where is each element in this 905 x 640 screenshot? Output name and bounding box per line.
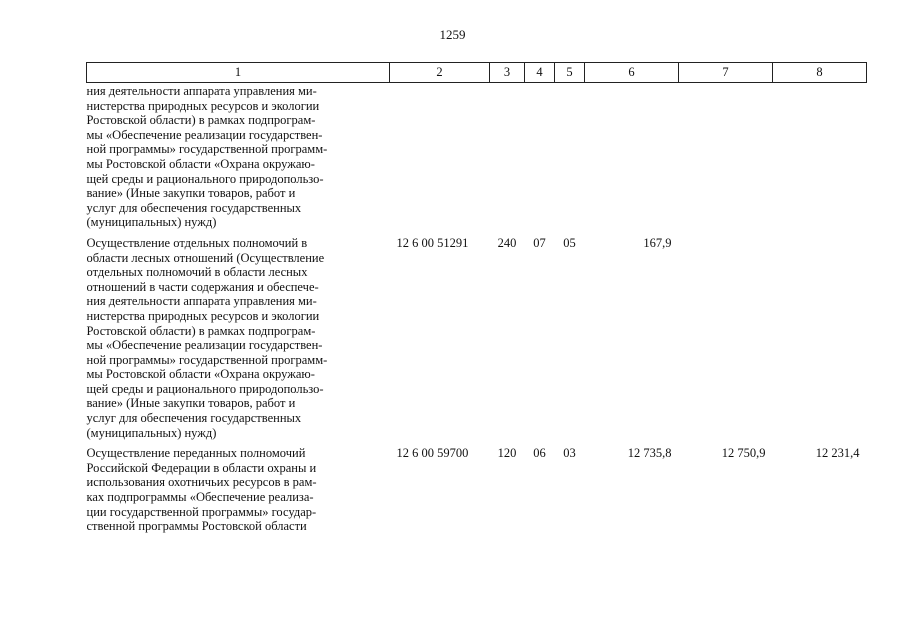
description-line: ной программы» государственной программ- (86, 352, 328, 367)
description-line: ния деятельности аппарата управления ми- (86, 84, 317, 98)
description-line: отношений в части содержания и обеспече- (86, 279, 319, 294)
header-col-4: 4 (525, 63, 555, 83)
row-target-code: 12 6 00 59700 (396, 446, 469, 461)
header-col-6: 6 (585, 63, 679, 83)
description-line: Осуществление переданных полномочий (86, 446, 306, 461)
row-description (87, 446, 390, 534)
table-row (87, 236, 867, 446)
row-value-col8: 12 231,4 (815, 446, 860, 461)
description-line: вание» (Иные закупки товаров, работ и (86, 186, 296, 201)
row-description (87, 236, 390, 446)
header-col-8: 8 (773, 63, 867, 83)
description-line: ной программы» государственной программ- (86, 142, 328, 157)
description-line: ции государственной программы» государ- (86, 504, 317, 519)
row-expense-type: 240 (497, 235, 517, 250)
table-body (87, 83, 867, 534)
header-col-3: 3 (490, 63, 525, 83)
description-line: мы «Обеспечение реализации государствен- (86, 338, 323, 353)
page-number: 1259 (439, 27, 466, 42)
description-line: ственной программы Ростовской области (86, 519, 307, 534)
description-line: нистерства природных ресурсов и экологии (86, 98, 320, 113)
row-value-col6 (585, 83, 679, 236)
header-row (87, 63, 867, 83)
row-subsection: 03 (563, 446, 576, 461)
table-header (87, 63, 867, 83)
description-line: услуг для обеспечения государственных (86, 200, 302, 215)
description-line: ния деятельности аппарата управления ми- (86, 294, 317, 309)
description-line: щей среды и рационального природопользо- (86, 381, 324, 396)
row-value-col7 (679, 236, 773, 446)
row-subsection (555, 83, 585, 236)
description-line: Ростовской области) в рамках подпрограм- (86, 113, 316, 128)
row-section: 07 (533, 235, 546, 250)
header-col-2: 2 (390, 63, 490, 83)
description-line: Осуществление отдельных полномочий в (86, 235, 308, 250)
description-line: области лесных отношений (Осуществление (86, 250, 325, 265)
budget-table (86, 62, 867, 534)
row-section (525, 83, 555, 236)
description-line: ках подпрограммы «Обеспечение реализа- (86, 490, 314, 505)
row-value-col6: 167,9 (643, 235, 672, 250)
description-line: мы «Обеспечение реализации государствен- (86, 127, 323, 142)
description-line: вание» (Иные закупки товаров, работ и (86, 396, 296, 411)
table-row (87, 446, 867, 534)
row-expense-type (490, 83, 525, 236)
header-col-5: 5 (555, 63, 585, 83)
row-target-code: 12 6 00 51291 (396, 235, 469, 250)
description-line: (муниципальных) нужд) (86, 215, 217, 230)
header-col-7: 7 (679, 63, 773, 83)
description-line: услуг для обеспечения государственных (86, 411, 302, 426)
header-col-1: 1 (87, 63, 390, 83)
row-value-col7 (679, 83, 773, 236)
table-row (87, 83, 867, 236)
description-line: нистерства природных ресурсов и экологии (86, 308, 320, 323)
description-line: мы Ростовской области «Охрана окружаю- (86, 156, 315, 171)
description-line: мы Ростовской области «Охрана окружаю- (86, 367, 315, 382)
description-line: щей среды и рационального природопользо- (86, 171, 324, 186)
row-expense-type: 120 (497, 446, 517, 461)
description-line: Российской Федерации в области охраны и (86, 460, 317, 475)
row-value-col8 (773, 236, 867, 446)
row-value-col8 (773, 83, 867, 236)
row-target-code (390, 83, 490, 236)
description-line: отдельных полномочий в области лесных (86, 265, 308, 280)
row-value-col7: 12 750,9 (721, 446, 766, 461)
row-description (87, 83, 390, 236)
row-value-col6: 12 735,8 (627, 446, 672, 461)
row-subsection: 05 (563, 235, 576, 250)
description-line: (муниципальных) нужд) (86, 425, 217, 440)
description-line: Ростовской области) в рамках подпрограм- (86, 323, 316, 338)
row-section: 06 (533, 446, 546, 461)
description-line: использования охотничьих ресурсов в рам- (86, 475, 317, 490)
